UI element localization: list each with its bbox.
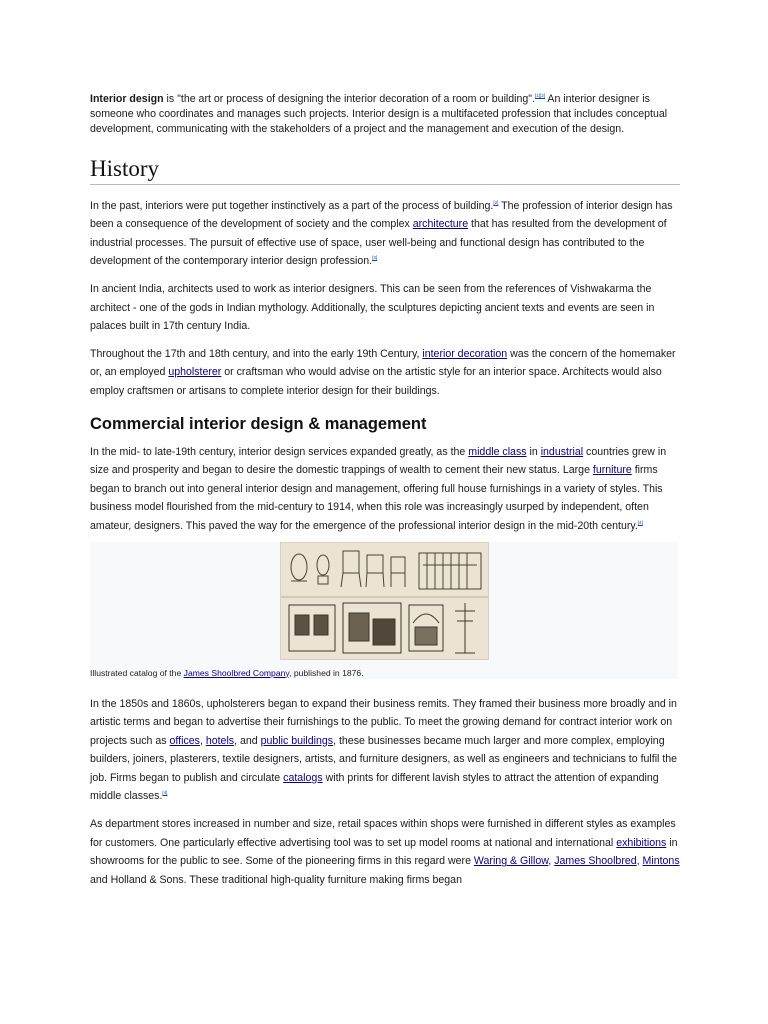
citation-ref	[162, 790, 167, 795]
text-run: In the mid- to late-19th century, interior design services expanded greatly, as the	[90, 445, 469, 458]
text-run: countries grew in size and prosperity and began to desire the domestic trappings of wealth to cement their new status. Large	[90, 445, 667, 477]
text-run: , and	[234, 734, 261, 747]
text-run: ,	[636, 855, 643, 868]
text-run: An interior designer is someone who coordinates and manages such projects. Interior design is a multifaceted profession that includes conceptual development, communicating with the stakeholders of a project and the management and execution of the design.	[90, 93, 668, 136]
text-run: As department stores increased in number and size, retail spaces within shops were furnished in different styles as examples for customers. One particularly effective advertising tool was to set up model rooms at national and international	[90, 818, 676, 849]
link-architecture[interactable]: architecture	[412, 218, 469, 231]
text-run: and Holland & Sons. These traditional high-quality furniture making firms began	[90, 873, 462, 886]
citation-ref	[535, 93, 545, 98]
catalog-illustration[interactable]	[280, 542, 489, 660]
intro-paragraph	[90, 92, 680, 138]
link-exhibitions[interactable]: exhibitions	[616, 836, 667, 849]
link-waring-gillow[interactable]: Waring & Gillow	[473, 855, 549, 868]
text-run: In the 1850s and 1860s, upholsterers began to expand their business remits. They framed their business more broadly and in artistic terms and began to advertise their furnishings to the public. To meet the growing demand for contract interior work on projects such as	[90, 697, 677, 747]
text-run: or craftsman who would advise on the artistic style for an interior space. Architects would also employ craftsmen or artisans to complete interior design for their buildings.	[90, 366, 662, 397]
history-paragraph-1	[90, 197, 680, 271]
text-run: with prints for different lavish styles to attract the attention of expanding middle classes.	[90, 771, 659, 803]
figure	[90, 542, 678, 679]
text-run: ,	[548, 855, 555, 868]
text-run: In the past, interiors were put together instinctively as a part of the process of building.	[90, 199, 494, 212]
text-run: that has resulted from the development of industrial processes. The pursuit of effective use of space, user well-being and functional design has contributed to the development of the contemporary interior design profession.	[90, 218, 667, 268]
article	[90, 92, 680, 889]
commercial-paragraph-2	[90, 695, 680, 807]
link-catalogs[interactable]: catalogs	[283, 771, 323, 784]
commercial-paragraph-3	[90, 815, 680, 889]
section-heading-history: History	[90, 155, 680, 185]
commercial-paragraph-1	[90, 443, 680, 536]
section-heading-commercial: Commercial interior design & management	[90, 414, 427, 433]
link-upholsterer[interactable]: upholsterer	[168, 366, 222, 379]
history-paragraph-3	[90, 345, 680, 401]
text-run: Throughout the 17th and 18th century, and into the early 19th Century,	[90, 347, 423, 360]
link-james-shoolbred[interactable]: James Shoolbred	[554, 855, 637, 868]
citation-ref	[638, 520, 643, 525]
link-industrial[interactable]: industrial	[540, 445, 584, 458]
figure-caption	[90, 668, 364, 678]
citation-link[interactable]: [4]	[637, 519, 643, 525]
link-mintons[interactable]: Mintons	[642, 855, 680, 868]
citation-link[interactable]: [1][2]	[535, 93, 546, 98]
text-run: was the concern of the homemaker or, an employed	[90, 347, 676, 379]
citation-link[interactable]: [2]	[493, 199, 499, 205]
history-paragraph-2: In ancient India, architects used to work as interior designers. This can be seen from the references of Vishwakarma the architect - one of the gods in Indian mythology. Additionally, the sculptures depicting ancient texts and events are seen in palaces built in 17th century India.	[90, 282, 655, 333]
citation-link[interactable]: [3]	[372, 255, 378, 261]
text-run: is "the art or process of designing the interior decoration of a room or building".	[163, 93, 536, 105]
text-run: in	[526, 445, 541, 458]
link-offices[interactable]: offices	[169, 734, 200, 747]
link-middle-class[interactable]: middle class	[468, 445, 527, 458]
citation-ref	[372, 255, 377, 260]
text-run: Illustrated catalog of the	[90, 667, 184, 678]
link-interior-decoration[interactable]: interior decoration	[422, 347, 508, 360]
catalog-illustration-graphic	[281, 543, 488, 659]
text-run: , published in 1876.	[289, 667, 364, 678]
citation-link[interactable]: [4]	[162, 790, 168, 796]
link-james-shoolbred-company[interactable]: James Shoolbred Company	[183, 667, 290, 678]
text-run: The profession of interior design has been a consequence of the development of society and the complex	[90, 199, 673, 231]
link-public-buildings[interactable]: public buildings	[260, 734, 334, 747]
text-run: firms began to branch out into general interior design and management, offering full house furnishings in a variety of styles. This business model flourished from the mid-century to 1914, when this role was increasingly usurped by independent, often amateur, designers. This paved the way for the emergence of the professional interior design in the mid-20th century.	[90, 464, 663, 532]
intro-term: Interior design	[90, 93, 164, 105]
link-hotels[interactable]: hotels	[205, 734, 235, 747]
text-run: in showrooms for the public to see. Some of the pioneering firms in this regard were	[90, 836, 678, 868]
text-run: , these businesses became much larger and more complex, employing builders, joiners, plasterers, textile designers, artists, and furniture designers, as well as engineers and technicians to fulfil the job. Firms began to publish and circulate	[90, 734, 678, 784]
text-run: ,	[199, 734, 206, 747]
link-furniture[interactable]: furniture	[592, 464, 632, 477]
